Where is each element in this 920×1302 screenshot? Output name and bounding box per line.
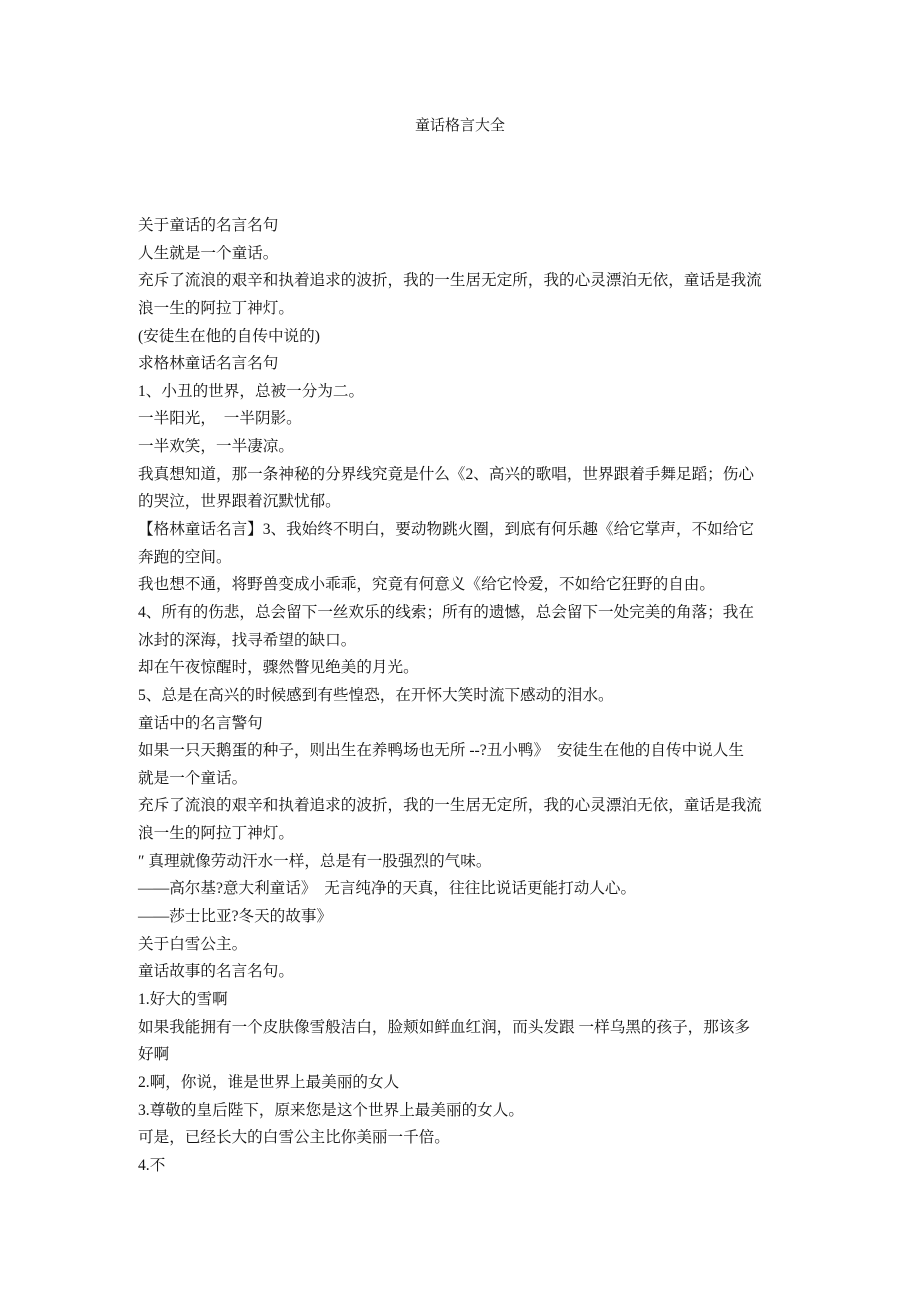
text-line: 却在午夜惊醒时，骤然瞥见绝美的月光。	[138, 659, 419, 677]
text-line: 一半欢笑，一半凄凉。	[138, 438, 294, 456]
text-line: ——高尔基?意大利童话》 无言纯净的天真，往往比说话更能打动人心。	[138, 880, 637, 898]
text-line: 充斥了流浪的艰辛和执着追求的波折，我的一生居无定所，我的心灵漂泊无依，童话是我流	[138, 797, 762, 815]
text-line: 充斥了流浪的艰辛和执着追求的波折，我的一生居无定所，我的心灵漂泊无依，童话是我流	[138, 272, 762, 290]
text-line: 2.啊，你说，谁是世界上最美丽的女人	[138, 1073, 400, 1091]
text-line: 4.不	[138, 1156, 166, 1174]
text-line: 童话中的名言警句	[138, 714, 263, 732]
text-line: ″ 真理就像劳动汗水一样，总是有一股强烈的气味。	[138, 852, 492, 870]
text-line: 【格林童话名言】3、我始终不明白，要动物跳火圈，到底有何乐趣《给它掌声，不如给它	[138, 521, 754, 539]
text-line: 一半阳光， 一半阴影。	[138, 410, 302, 428]
text-line: 我也想不通，将野兽变成小乖乖，究竟有何意义《给它怜爱，不如给它狂野的自由。	[138, 576, 715, 594]
document-title: 童话格言大全	[414, 118, 505, 134]
text-line: 浪一生的阿拉丁神灯。	[138, 299, 294, 317]
text-line: ——莎士比亚?冬天的故事》	[138, 908, 333, 926]
text-line: 冰封的深海，找寻希望的缺口。	[138, 631, 357, 649]
text-line: 童话故事的名言名句。	[138, 963, 294, 981]
text-line: 好啊	[138, 1046, 170, 1064]
text-line: 关于白雪公主。	[138, 935, 248, 953]
text-line: 1.好大的雪啊	[138, 990, 228, 1008]
text-line: 浪一生的阿拉丁神灯。	[138, 825, 294, 843]
text-line: 求格林童话名言名句	[138, 355, 279, 373]
text-line: 4、所有的伤悲，总会留下一丝欢乐的线索；所有的遗憾，总会留下一处完美的角落；我在	[138, 603, 754, 621]
text-line: 可是，已经长大的白雪公主比你美丽一千倍。	[138, 1129, 450, 1147]
text-line: 如果我能拥有一个皮肤像雪般洁白，脸颊如鲜血红润，而头发跟 一样乌黑的孩子，那该多	[138, 1018, 751, 1036]
text-line: 的哭泣，世界跟着沉默忧郁。	[138, 493, 341, 511]
document-body	[138, 212, 798, 1179]
text-line: 奔跑的空间。	[138, 548, 232, 566]
text-line: 1、小丑的世界，总被一分为二。	[138, 382, 365, 400]
text-line: 如果一只天鹅蛋的种子，则出生在养鸭场也无所 --?丑小鸭》 安徒生在他的自传中说人生	[138, 742, 744, 760]
text-line: 人生就是一个童话。	[138, 244, 279, 262]
text-line: 我真想知道，那一条神秘的分界线究竟是什么《2、高兴的歌唱，世界跟着手舞足蹈；伤心	[138, 465, 754, 483]
text-line: 3.尊敬的皇后陛下，原来您是这个世界上最美丽的女人。	[138, 1101, 524, 1119]
text-line: 关于童话的名言名句	[138, 217, 279, 234]
text-line: 就是一个童话。	[138, 769, 248, 787]
text-line: 5、总是在高兴的时候感到有些惶恐，在开怀大笑时流下感动的泪水。	[138, 686, 614, 704]
text-line: (安徒生在他的自传中说的)	[138, 327, 320, 345]
